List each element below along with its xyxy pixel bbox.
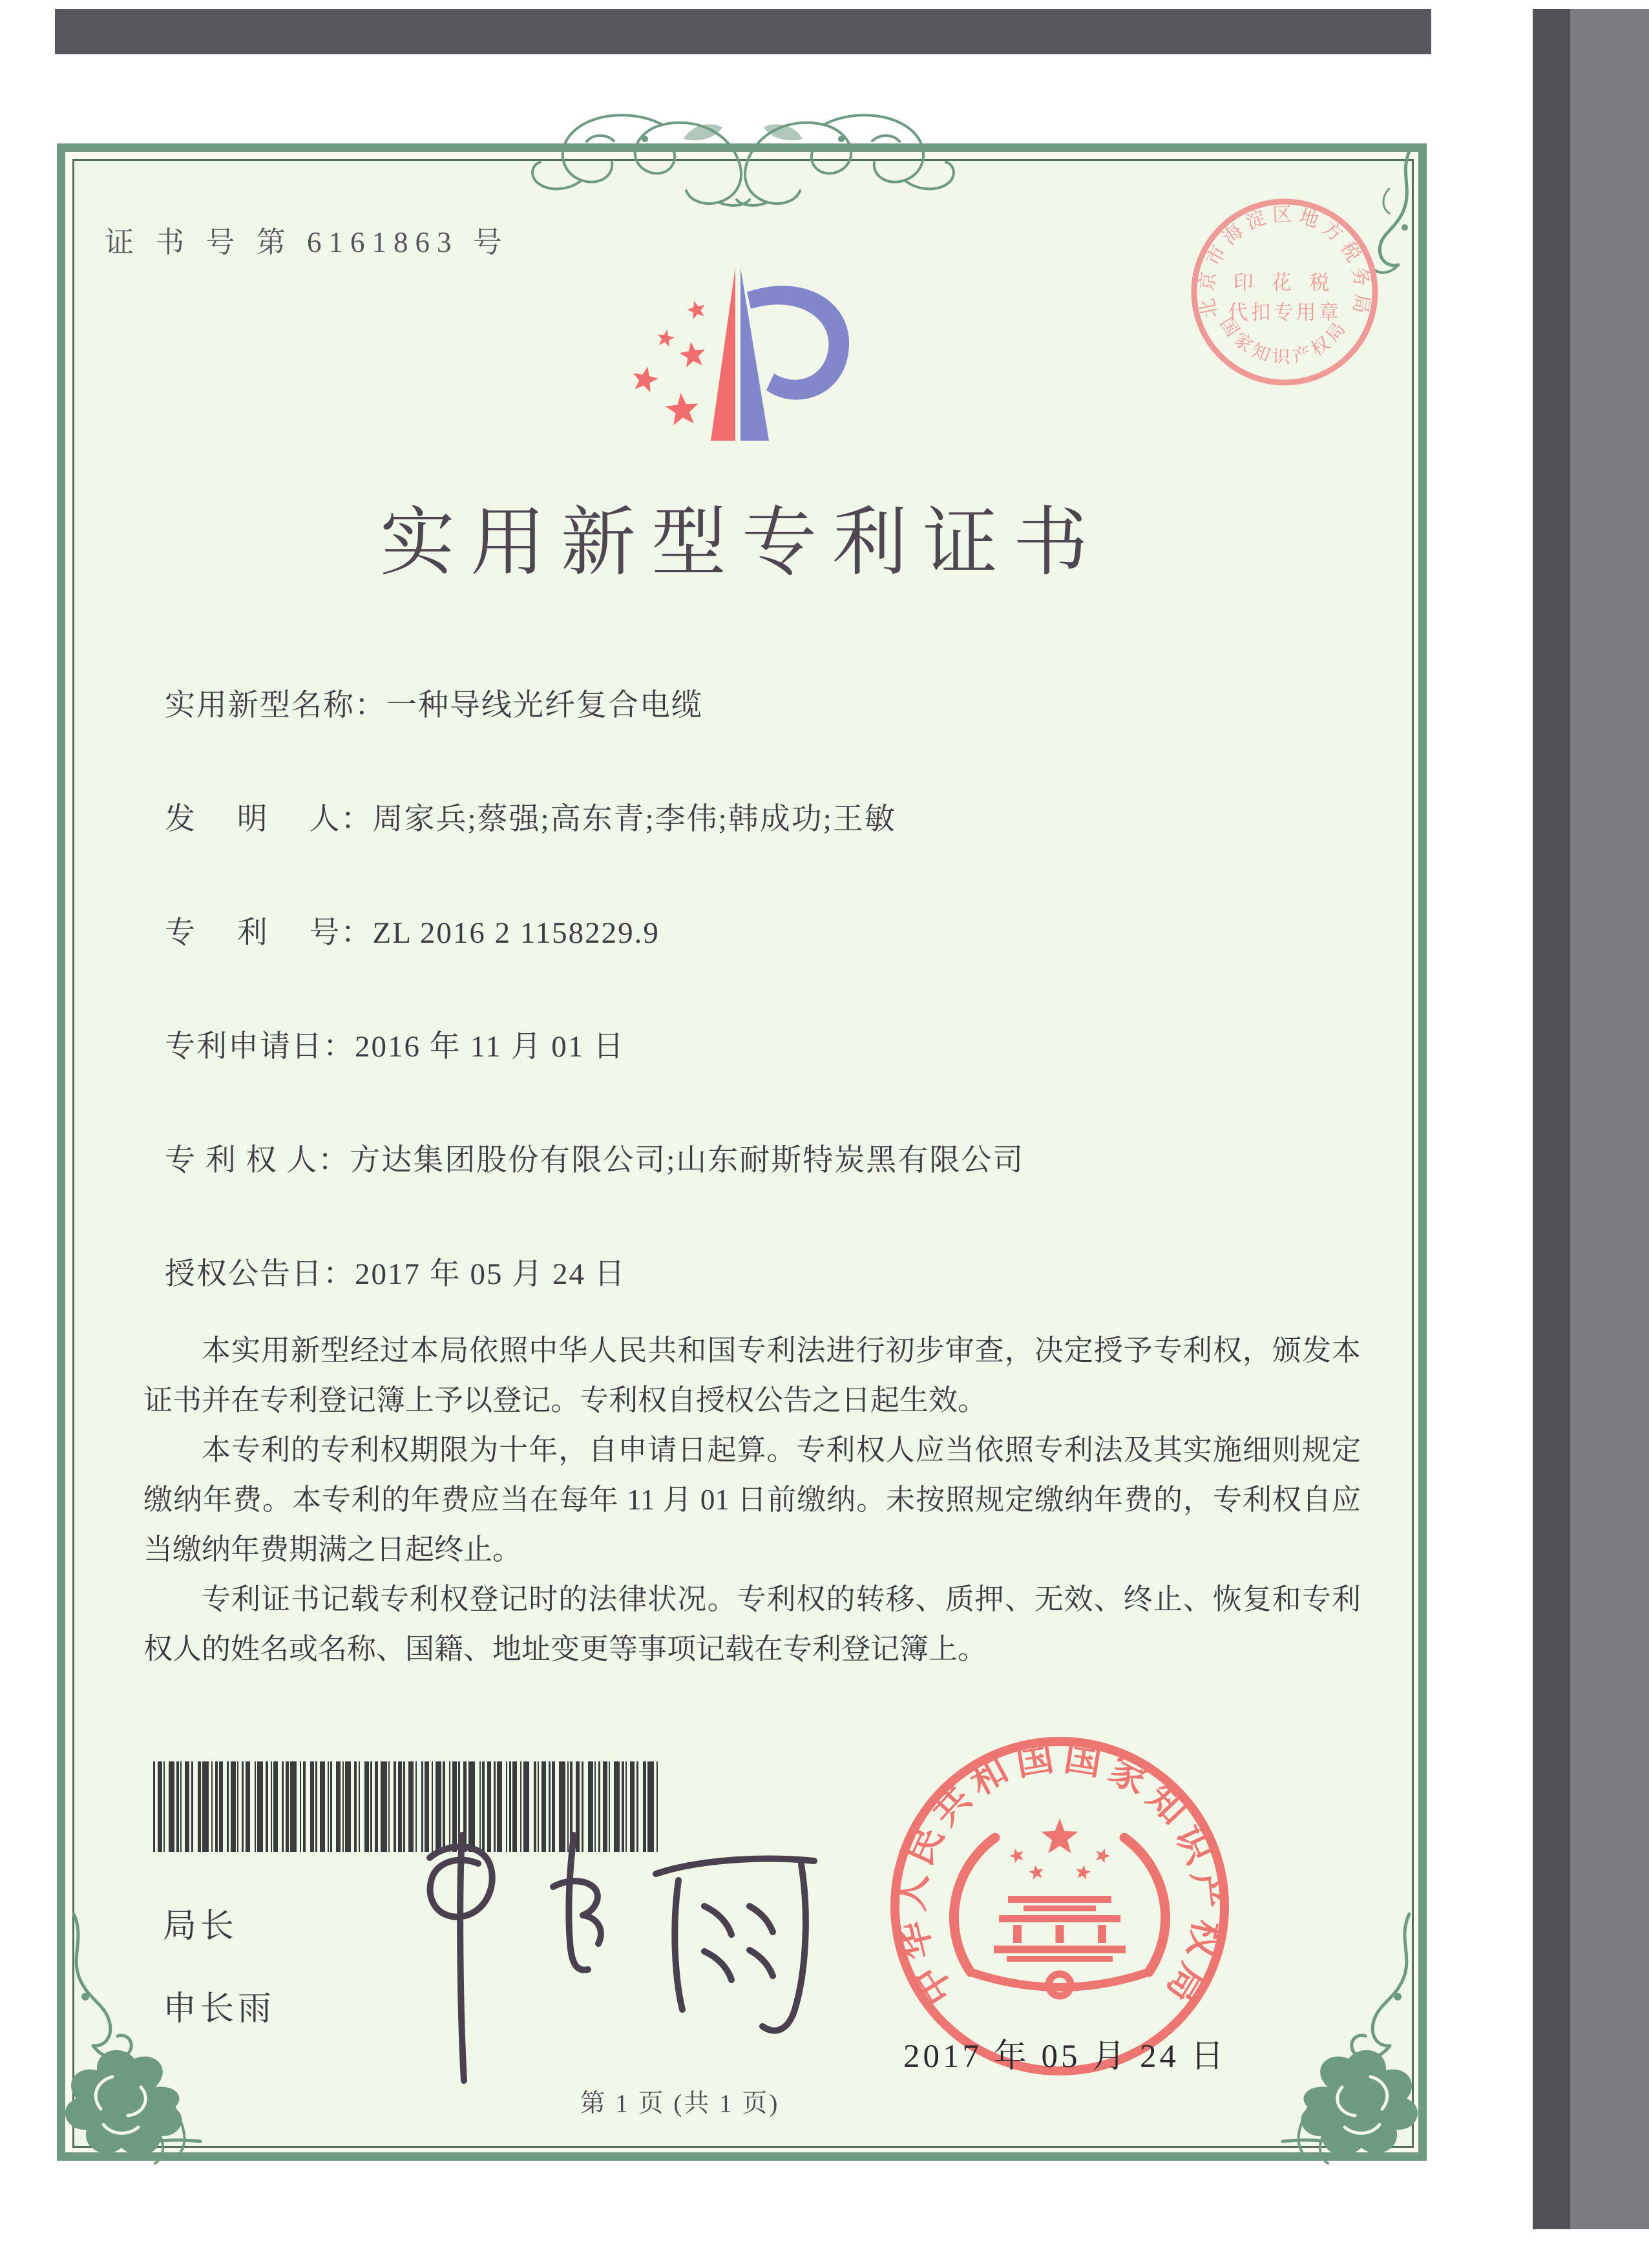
star-icon	[658, 330, 675, 346]
star-icon	[1029, 1865, 1044, 1880]
field-row	[165, 1136, 1024, 1177]
dragon-ornament-top	[517, 105, 969, 214]
body-paragraph: 本实用新型经过本局依照中华人民共和国专利法进行初步审查，决定授予专利权，颁发本证书并在专利登记簿上予以登记。专利权自授权公告之日起生效。	[143, 1334, 1361, 1416]
star-icon	[1096, 1849, 1110, 1864]
star-icon	[687, 301, 705, 320]
cnipa-logo	[614, 253, 872, 454]
star-icon	[633, 367, 658, 393]
flourish-bottom-left	[61, 1914, 200, 2172]
tax-stamp-arc-top-text: 北京市海淀区地方税务局	[1196, 204, 1373, 320]
scan-top-shadow	[55, 9, 1431, 54]
certificate-fields	[165, 681, 1024, 1363]
field-value: 一种导线光纤复合电缆	[386, 689, 703, 722]
field-value: 2017 年 05 月 24 日	[355, 1257, 626, 1291]
tax-stamp-line2: 代扣专用章	[1228, 301, 1341, 324]
field-row	[165, 908, 1024, 950]
logo-red-spike	[711, 268, 735, 441]
field-value: 周家兵;蔡强;高东青;李伟;韩成功;王敏	[372, 803, 896, 836]
chief-title-label: 局长	[163, 1908, 238, 1945]
field-label: 授权公告日：	[165, 1257, 355, 1291]
certificate-body-text	[143, 1326, 1361, 1674]
page-number: 第 1 页 (共 1 页)	[580, 2090, 780, 2117]
star-icon	[1076, 1865, 1091, 1880]
field-label: 发 明 人：	[165, 803, 373, 836]
field-row	[165, 795, 1024, 836]
field-label: 专 利 号：	[165, 916, 373, 950]
field-label: 专利申请日：	[165, 1030, 355, 1064]
logo-p-bowl	[747, 286, 849, 399]
field-row	[165, 1022, 1024, 1064]
seal-ring-text: 中华人民共和国国家知识产权局	[889, 1736, 1230, 2012]
scan-right-edge-strip	[1533, 9, 1570, 2229]
seal-date: 2017 年 05 月 24 日	[903, 2039, 1227, 2075]
logo-stars	[633, 301, 705, 426]
flourish-bottom-right	[1283, 1914, 1422, 2172]
certificate-number: 证 书 号 第 6161863 号	[105, 226, 509, 258]
chief-name-label: 申长雨	[163, 1991, 276, 2028]
field-row	[165, 1250, 1024, 1291]
field-row	[165, 681, 1024, 722]
field-value: ZL 2016 2 1158229.9	[372, 916, 660, 950]
chief-signature-handwriting	[401, 1796, 853, 2094]
field-label: 专 利 权 人：	[165, 1144, 350, 1177]
star-icon	[666, 393, 698, 425]
tax-stamp-arc-bottom-text: 国家知识产权局	[1215, 314, 1350, 368]
tax-stamp	[1188, 195, 1381, 389]
star-icon	[1042, 1818, 1078, 1853]
tax-stamp-line1: 印 花 税	[1233, 271, 1336, 294]
body-paragraph: 专利证书记载专利权登记时的法律状况。专利权的转移、质押、无效、终止、恢复和专利权人的姓名或名称、国籍、地址变更等事项记载在专利登记簿上。	[143, 1583, 1361, 1665]
body-paragraph: 本专利的专利权期限为十年，自申请日起算。专利权人应当依照专利法及其实施细则规定缴纳年费。本专利的年费应当在每年 11 月 01 日前缴纳。未按照规定缴纳年费的，专利权自应当缴纳年费期满之日起终止。	[143, 1434, 1361, 1566]
scan-right-shadow	[1570, 9, 1649, 2229]
certificate-title: 实用新型专利证书	[380, 502, 1104, 585]
field-label: 实用新型名称：	[165, 689, 386, 722]
national-emblem	[954, 1818, 1165, 1996]
star-icon	[679, 342, 705, 367]
field-value: 2016 年 11 月 01 日	[355, 1030, 625, 1064]
star-icon	[1009, 1849, 1024, 1864]
field-value: 方达集团股份有限公司;山东耐斯特炭黑有限公司	[350, 1144, 1025, 1177]
